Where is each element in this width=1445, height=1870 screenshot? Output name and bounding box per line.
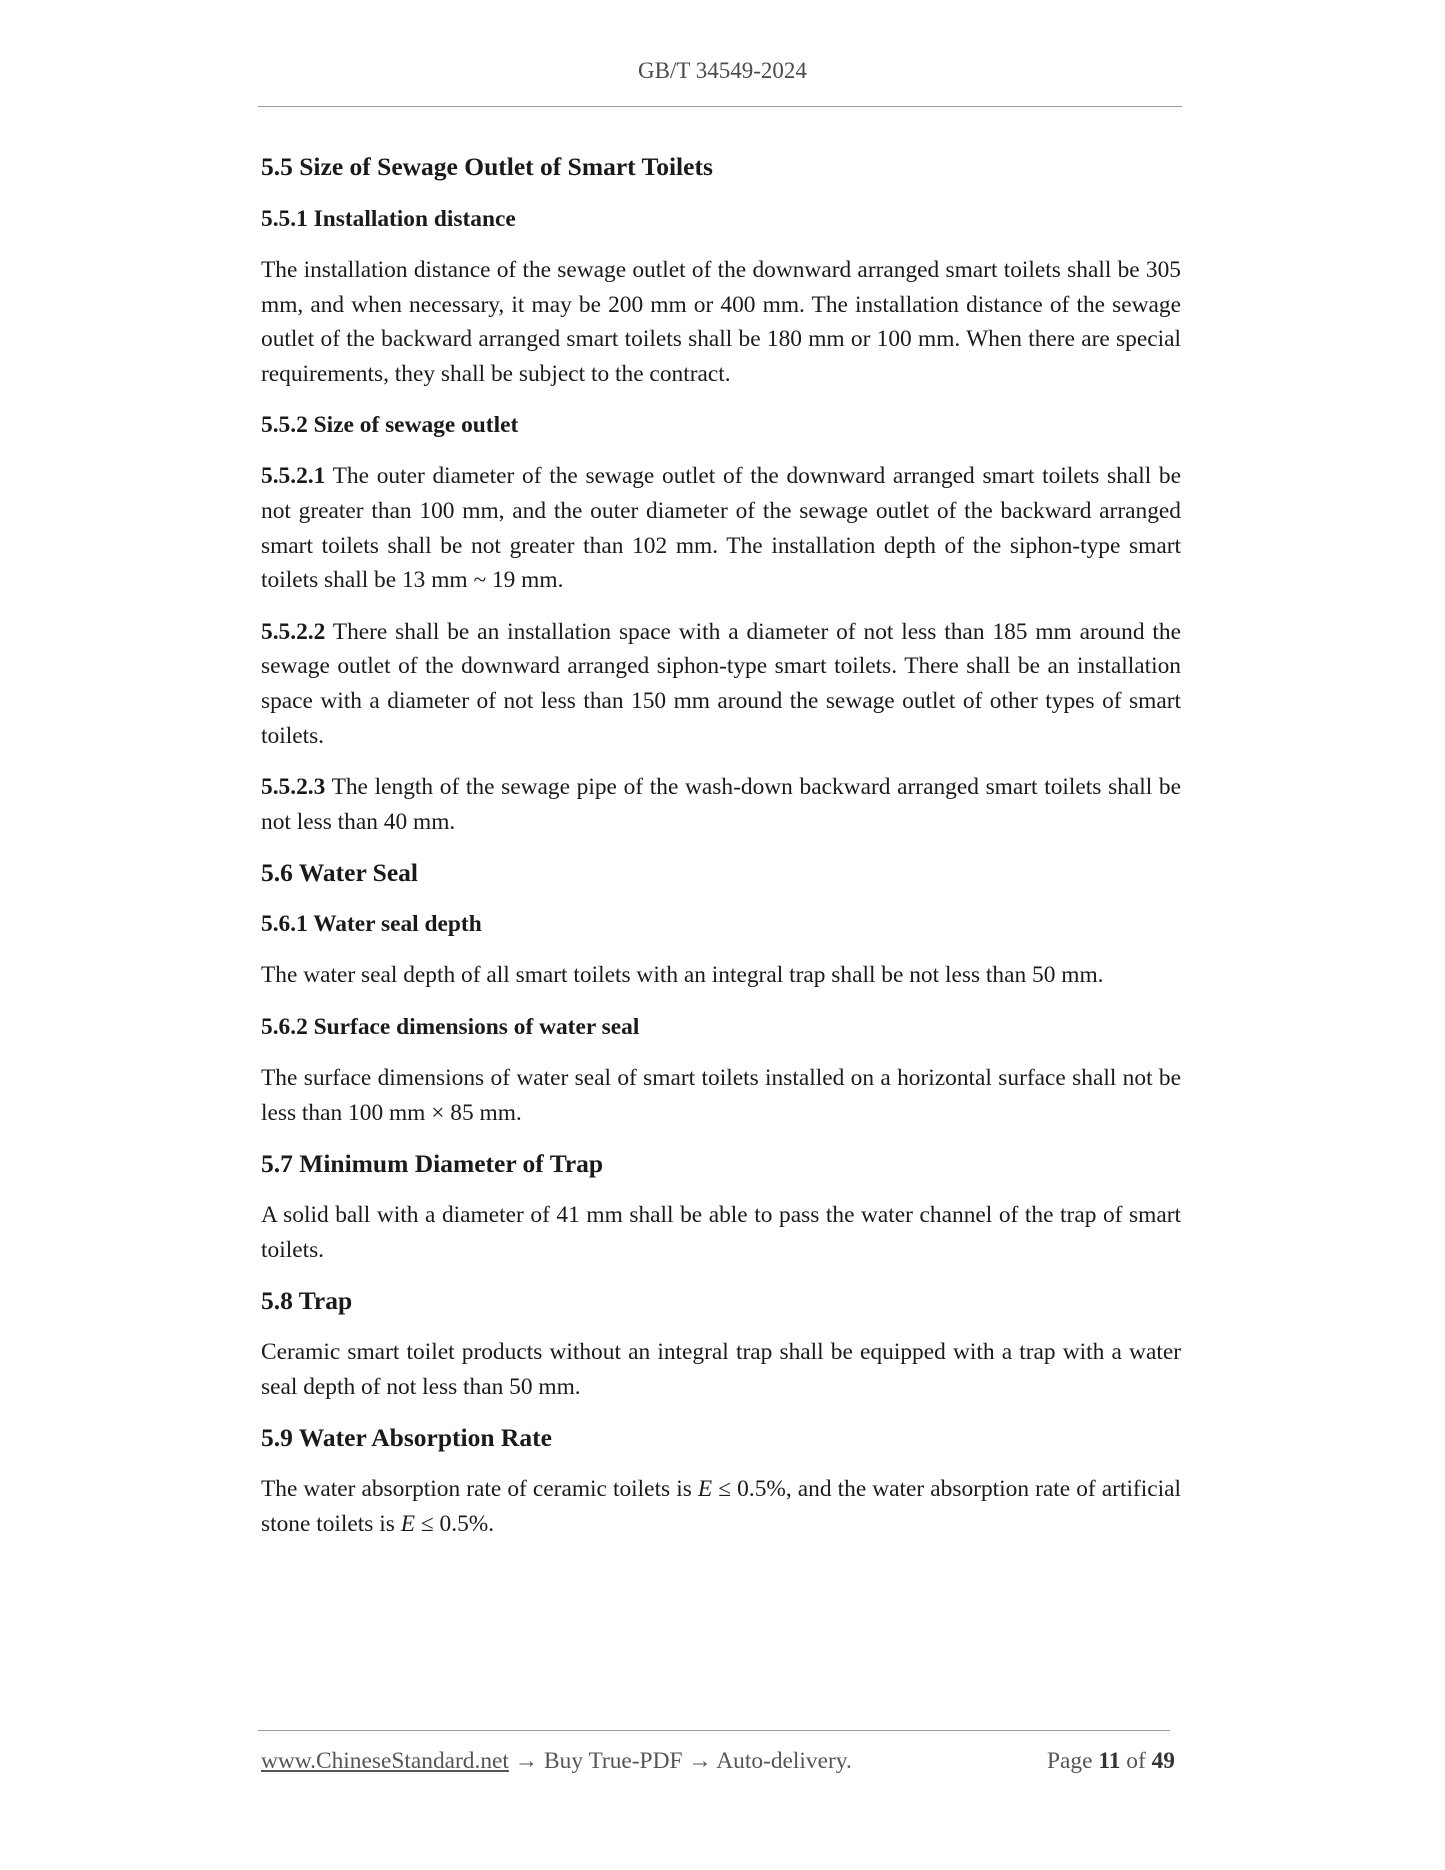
- document-header-title: GB/T 34549-2024: [638, 58, 807, 83]
- page-label: Page: [1046, 1748, 1099, 1774]
- clause-text: The length of the sewage pipe of the wash-down backward arranged smart toilets shall be not less than 40 mm.: [261, 774, 1181, 835]
- variable-e: E: [400, 1511, 415, 1538]
- section-5-5-heading: 5.5 Size of Sewage Outlet of Smart Toilets: [261, 152, 713, 181]
- section-5-7-heading: 5.7 Minimum Diameter of Trap: [261, 1149, 604, 1179]
- section-5-8-heading: 5.8 Trap: [261, 1286, 353, 1316]
- body-text: The water absorption rate of ceramic toilets is: [261, 1476, 698, 1503]
- variable-e: E: [697, 1476, 713, 1503]
- section-5-6-1-body: The water seal depth of all smart toilets with an integral trap shall be not less than 50 mm.: [261, 962, 1104, 989]
- clause-number: 5.5.2.1: [261, 463, 326, 490]
- page-current: 11: [1098, 1748, 1121, 1774]
- footer-tagline: → Buy True-PDF → Auto-delivery.: [508, 1748, 852, 1774]
- section-5-6-heading: 5.6 Water Seal: [261, 858, 419, 888]
- section-5-5-2-1-paragraph: [261, 459, 1181, 597]
- header-divider: [258, 106, 1182, 107]
- footer-promo: [261, 1748, 852, 1775]
- section-5-5-1-body: The installation distance of the sewage outlet of the downward arranged smart toilets shall be 305 mm, and when necessary, it may be 200 mm or 400 mm. The installation distance of the sewage outlet of the backward arranged smart toilets shall be 180 mm or 100 mm. When there are special requirements, they shall be subject to the contract.: [261, 257, 1181, 387]
- document-body: [261, 150, 1181, 1542]
- clause-number: 5.5.2.3: [261, 774, 326, 801]
- section-5-9-heading: 5.9 Water Absorption Rate: [261, 1423, 552, 1453]
- section-5-5-2-heading: 5.5.2 Size of sewage outlet: [261, 412, 519, 439]
- clause-number: 5.5.2.2: [261, 618, 326, 645]
- body-text: ≤ 0.5%, and the water absorption rate of artificial stone toilets is: [261, 1476, 1181, 1538]
- page-total: 49: [1151, 1748, 1175, 1774]
- clause-text: There shall be an installation space with a diameter of not less than 185 mm around the sewage outlet of the downward arranged siphon-type smart toilets. There shall be an installation space with a diameter of not less than 150 mm around the sewage outlet of other types of smart toilets.: [261, 618, 1181, 749]
- section-5-6-2-heading: 5.6.2 Surface dimensions of water seal: [261, 1013, 640, 1040]
- section-5-9-body: [261, 1472, 1181, 1541]
- website-link[interactable]: www.ChineseStandard.net: [261, 1748, 509, 1774]
- page-of-label: of: [1120, 1748, 1152, 1774]
- section-5-6-1-heading: 5.6.1 Water seal depth: [261, 911, 482, 938]
- section-5-6-2-body: The surface dimensions of water seal of smart toilets installed on a horizontal surface shall not be less than 100 mm × 85 mm.: [261, 1064, 1181, 1126]
- body-text: ≤ 0.5%.: [415, 1511, 495, 1538]
- section-5-7-body: A solid ball with a diameter of 41 mm shall be able to pass the water channel of the trap of smart toilets.: [261, 1202, 1181, 1263]
- section-5-8-body: Ceramic smart toilet products without an integral trap shall be equipped with a trap with a water seal depth of not less than 50 mm.: [261, 1339, 1181, 1400]
- footer-divider: [258, 1730, 1170, 1731]
- section-5-5-1-heading: 5.5.1 Installation distance: [261, 206, 516, 232]
- page-indicator: [1047, 1748, 1175, 1775]
- section-5-5-2-3-paragraph: [261, 770, 1181, 839]
- section-5-5-2-2-paragraph: [261, 615, 1181, 753]
- clause-text: The outer diameter of the sewage outlet of the downward arranged smart toilets shall be not greater than 100 mm, and the outer diameter of the sewage outlet of the backward arranged smart toilets shall be not greater than 102 mm. The installation depth of the siphon-type smart toilets shall be 13 mm ~ 19 mm.: [261, 463, 1181, 594]
